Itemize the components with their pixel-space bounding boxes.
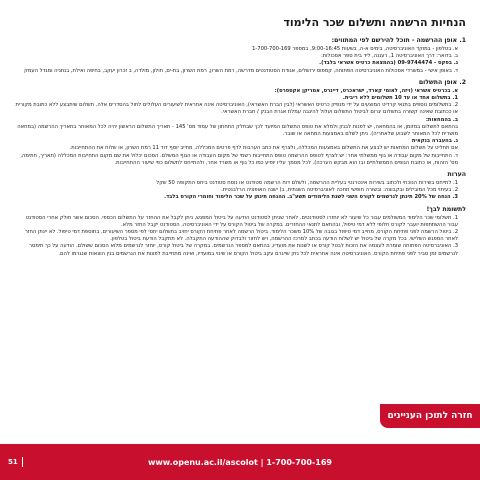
note-item: 1. לתייחס בשירות הנוכחי ולכתוב בשירות אינטרנטי בעליית ההרשמה, ולשלם דוח הרשמה סטודנט או נוסח סטודנט ביחס התקופה 50 שקל bbox=[156, 180, 458, 187]
payment-line: 1. בתשלום אחד או עד 10 תשלומים ללא ריבית. bbox=[342, 95, 458, 102]
page-number: 51 bbox=[8, 458, 18, 466]
attention-item: 1. תשלומי שכר הלימוד המשולמים עבור כל שיעור לא יוחזרו לסטודנטים. לאחר שניתן לסטודנט הודעה על ביטול המפגש, ניתן לקבל את ההחזר על התשלום הכספי. הסכום אשר חולק אחרי הסטודנט עבור ההשתתפות יועבר לקורס חלופי ללא דמי טיפול, ובהתאם לתנאי ההחזרים. במקרה של ביטול הקורס על ידי האוניברסיטה, הסטודנט יקבל החזר מלא. bbox=[25, 214, 458, 228]
back-to-contents-button[interactable]: חזרה לתוכן העניינים bbox=[380, 404, 480, 428]
registration-line: א. בטלפון - במוקד האוניברסיטה, בימים א-ה, בשעות 9:00-16:45, במספר 1-700-700-169 bbox=[252, 46, 458, 52]
section-registration-title: 1. אופן ההרשמה - תוכל להירשם לפי המתווים: bbox=[331, 37, 466, 44]
notes-title: הערות bbox=[447, 171, 466, 179]
attention-item: 3. האוניברסיטה הפתוחה שומרת לעצמה את הזכות לבטל קורס או לשנות את מועדיו, בהתאם למספר הנרשמים. במקרה של ביטול קורס, יוחזר לנרשמים מלוא הסכום ששולם. הודעה על כך תימסר לנרשמים זמן סביר לפני פתיחת הקורס. האוניברסיטה אינה אחראית לכל נזק שייגרם עקב ביטול הקורס או שינוי במועדיו, ואינה מתחייבת לפצות את הנרשמים בגין הוצאות שנגרמו להם. bbox=[29, 243, 458, 257]
payment-line: בהתאם לתשלום במזומן, או בהמחאה, יש לפנות לבנק ולמלא את טופס התשלום המיועד לכך שבחלק התחתון של עמוד מס' 145 - תאריך התשלום הראשון יהיה לכל המאוחר בתאריך ההרשמה (במחאה מושרית לכל המאוחר לשבוע שלאחריה). ניתן לשלם באמצעות המחאה או שובר. bbox=[17, 123, 458, 138]
payment-line: א. בכרטיס אשראי (ויזה, לאומי קארד, ישראכרט, דיינרס, אמריקן אקספרס): bbox=[274, 87, 458, 94]
page-title: הנחיות הרשמה ותשלום שכר הלימוד bbox=[283, 16, 466, 29]
footer-contact-link[interactable]: www.openu.ac.il/ascolot | 1-700-700-169 bbox=[148, 457, 332, 467]
registration-line: ד. באופן אישי - במשרדי אסכולות האוניברסיטה הפתוחה, קמפוס ירושלים, אגודת הסטודנטים מדרשה, רמת השרון, רמת השרון, בת-ים, חולון, מולדה, ב זכרון יעקב, בחיפה ואילת, בנתניה ומגדל העמק bbox=[24, 67, 458, 74]
payment-line: 2. בתשלומים נוספים בתנאי קרדיט המוצעים על ידי מנפיק כרטיס האשראי (לבין הברת האשראי), האוניברסיטה אינה אחראית לשיעורים העלולים לחול בהסדרים אלה. תשלום שיתבצע ללא כתובת מקורית או ככתובת שאינה קשורה בתשלום יגרום לביטול התשלום ועלול להיגבה עמלת אגרת הבנק / חברת האשראי. bbox=[15, 102, 458, 116]
section-payment-title: 2. אופן התשלום bbox=[418, 78, 466, 86]
note-item: 2. בעיתוי מכל המובילים ובקבוצה: ובשורה חופשי תחכה לאוניברסיטה השנתית, ב) ישנה האופציה הרלבנטית. bbox=[221, 187, 458, 194]
attention-title: לתשומת לבך! bbox=[426, 205, 466, 213]
payment-line: ד. התחייבות של מקום עבודה או גוף ממשלתי אחר: יש לצרף לטופס ההרשמה טופס התחייבות רשמי של מקום העבודה או הגוף המשלם. הסכום יכלול את שם מקום התחייבות המכללה (תאריך, חתימה, מס' הזהות, או כתובת הגופים הממשלתיים ובו הוא מבקש הערכה). לכל מסמך עליו יופיע כמו כל גוף או משרד אחר, ולהתייחס לתשלום כפי שיעור ההתחייבות. bbox=[20, 152, 458, 166]
payment-line: אם תחליט על תשלום המחאות יש לבצע את התשלום באמצעות המכללה, ולצרף את כתב הערבות לדף פרטים המכללה, מחייב יוסף דוד 11 רמת השרון, או שלוח את ההתחייבות. bbox=[69, 145, 458, 152]
footer-bar bbox=[0, 444, 480, 480]
payment-line: ג. בהעברה בנקאית bbox=[411, 138, 458, 145]
payment-line: ב. בהמחאות: bbox=[425, 116, 458, 123]
registration-line: ג. בפקס - 09-9744474 (בהמצאת כרטיס אשראי בלבד). bbox=[319, 60, 458, 67]
note-item: 3. הנחה של 20% תינתן לנרשמים לקורס השני לשנת הלימודים תשע"ב. ההנחה תינתן על שכר הלימוד וחומרי הקורס בלבד. bbox=[164, 194, 458, 201]
document-body bbox=[14, 16, 466, 258]
attention-item: 2. ביטול הרשמה לפני פתיחת הקורס, מחייב דמי טיפול בגובה של 10% משכר הלימוד. ביטול הרשמה לאחר פתיחת הקורס יחויב בתשלום יחסי לפי מספר השיעורים, בתוספת דמי טיפול. לא יינתן החזר לאחר המפגש השלישי. בכל מקרה של ביטול יש לשלוח הודעה בכתב למרכז ההרשמה, ויש לחזור ולבדוק שההודעה התקבלה. לא תתקבל הודעת ביטול בטלפון. bbox=[24, 229, 458, 243]
registration-line: ב. בדואר: דרך האוניברסיטה 1, רעננה, ליד בית ספר אסכולות. bbox=[321, 53, 458, 60]
